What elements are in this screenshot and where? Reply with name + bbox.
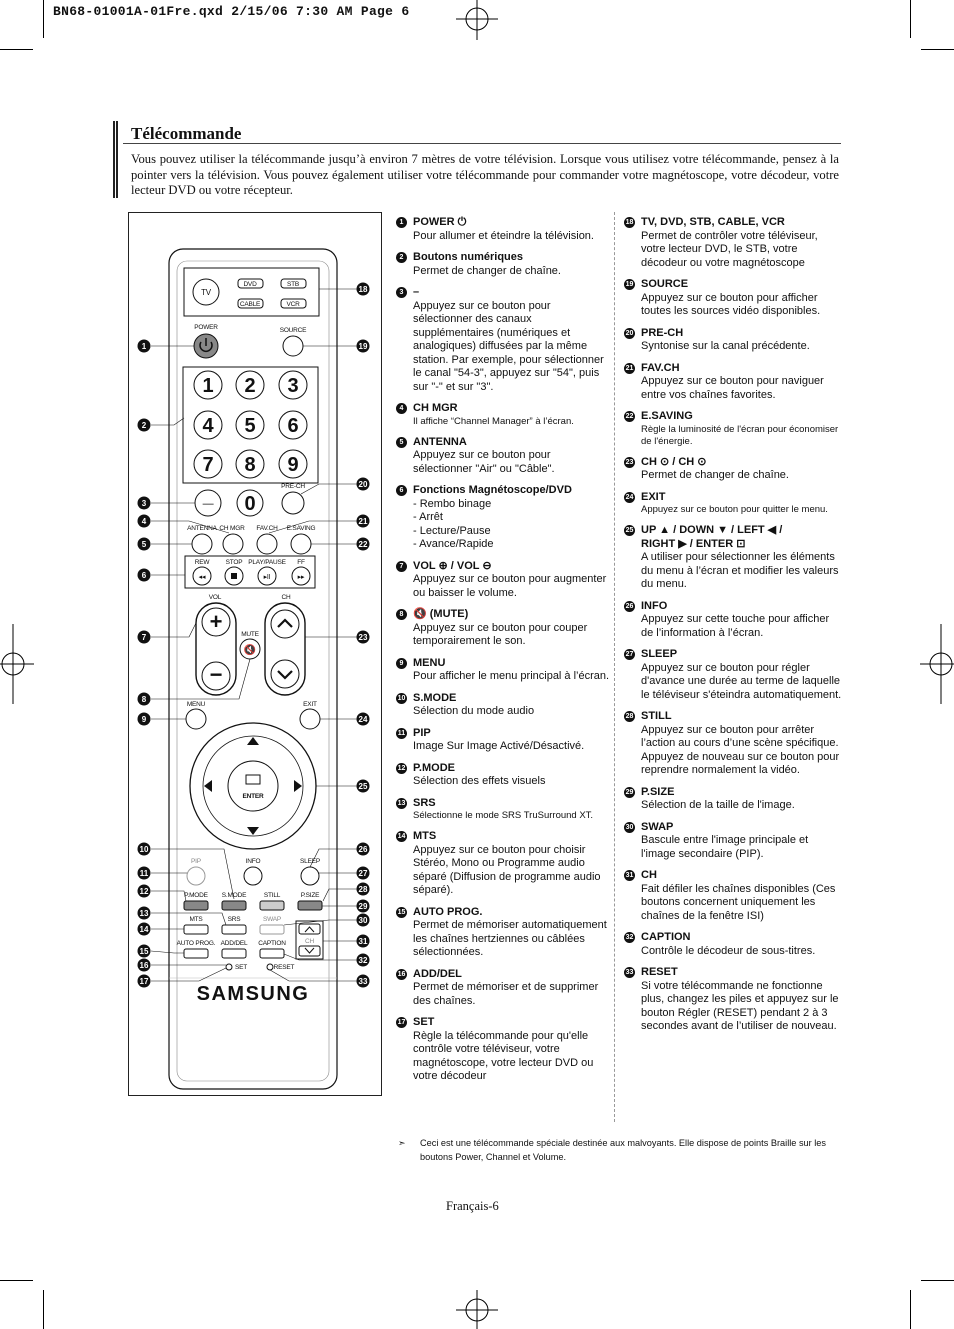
item-label: SWAP [641,820,674,833]
description-item [396,906,612,960]
item-label: SRS [413,796,436,809]
item-number-badge: 18 [625,219,634,226]
svg-text:1: 1 [141,342,147,351]
e-saving-label: E.SAVING [286,525,316,532]
svg-text:P.SIZE: P.SIZE [300,892,320,899]
file-info-header: BN68-01001A-01Fre.qxd 2/15/06 7:30 AM Page 6 [53,4,410,19]
item-number-badge: 17 [397,1019,406,1026]
item-label: CAPTION [641,931,691,943]
ch-mgr-label: CH MGR [219,525,245,532]
note-text: Ceci est une télécommande spéciale destinée aux malvoyants. Elle dispose de points Braille sur les boutons Power, Channel et Volume. [420,1138,826,1162]
svg-text:32: 32 [358,956,368,965]
svg-text:SLEEP: SLEEP [300,858,320,865]
item-description: A utiliser pour sélectionner les éléments du menu à l’écran et modifier les valeurs du menu. [641,551,839,590]
item-number-badge: 21 [625,364,634,372]
item-number-badge: 16 [397,970,406,978]
item-label: SET [413,1016,435,1028]
srs-button [222,925,246,934]
svg-text:8: 8 [244,454,256,476]
reset-button [267,964,273,970]
svg-text:SRS: SRS [227,916,241,923]
description-item [624,869,844,923]
svg-text:1: 1 [202,375,214,397]
remote-illustration [128,212,382,1096]
svg-text:PIP: PIP [191,858,201,865]
item-label: P.MODE [413,761,455,774]
description-item [396,1016,612,1084]
svg-text:▸▸: ▸▸ [297,574,305,581]
item-description: Permet de mémoriser automatiquement les chaînes hertziennes ou câblées sélectionnées. [413,919,607,958]
description-item [396,560,612,601]
item-number-badge: 24 [625,493,634,501]
description-item [396,968,612,1009]
item-description: Permet de changer de chaîne. [413,264,561,277]
svg-text:3: 3 [287,375,299,397]
swap-button [260,925,284,934]
item-description: Permet de contrôler votre téléviseur, votre lecteur DVD, le STB, votre décodeur ou votre magnétoscope [641,229,818,269]
description-item [396,657,612,684]
item-label: VOL ⊕ / VOL ⊖ [413,559,492,572]
svg-text:SET: SET [234,964,248,971]
svg-text:5: 5 [244,415,256,437]
item-label: – [413,286,420,298]
svg-text:11: 11 [139,869,149,878]
svg-text:MTS: MTS [189,916,203,923]
svg-text:5: 5 [141,540,147,549]
svg-text:▸II: ▸II [263,574,271,581]
item-description: Permet de mémoriser et de supprimer des chaînes. [413,981,599,1007]
svg-text:CH: CH [305,938,314,945]
description-item [624,821,844,862]
enter-button [228,761,278,811]
description-item [396,216,612,243]
item-description: Sélection du mode audio [413,705,535,717]
svg-text:26: 26 [358,845,368,854]
pip-button [187,867,205,885]
svg-text:RESET: RESET [273,964,295,971]
svg-text:FF: FF [297,559,305,566]
item-number-badge: 10 [397,694,406,702]
note-arrow-icon: ➣ [398,1138,406,1148]
source-button [283,336,303,356]
item-number-badge: 19 [625,281,634,288]
item-description: Syntonise sur la canal précédente. [641,340,810,352]
description-item [624,786,844,813]
item-number-badge: 32 [625,934,634,941]
svg-text:9: 9 [287,454,299,476]
p-mode-button [184,901,208,910]
svg-text:10: 10 [139,845,149,854]
svg-text:27: 27 [358,869,368,878]
description-item [624,278,844,319]
item-number-badge: 14 [397,833,406,840]
description-item [624,327,844,354]
svg-text:23: 23 [358,633,368,642]
item-number-badge: 12 [397,764,406,772]
svg-text:33: 33 [358,977,368,986]
digit-buttons [194,371,307,478]
item-number-badge: 30 [625,823,634,831]
description-item [396,727,612,754]
item-description: Appuyez sur ce bouton pour régler d'avance une durée au terme de laquelle le téléviseur s'éteindra automatiquement. [641,661,842,701]
item-number-badge: 2 [396,252,407,263]
item-description: Appuyez sur ce bouton pour couper temporairement le son. [413,621,588,647]
crop-mark [910,0,911,38]
svg-text:18: 18 [358,285,368,294]
exit-label: EXIT [303,701,317,708]
description-item [624,410,844,448]
svg-text:16: 16 [139,961,149,970]
svg-text:4: 4 [202,415,214,437]
svg-text:6: 6 [287,415,299,437]
item-description: Appuyez sur ce bouton pour choisir Stéréo, Mono ou Programme audio séparé (Diffusion de programme audio séparé). [413,843,601,896]
item-label: S.MODE [413,691,457,704]
item-label: PRE-CH [641,326,684,339]
tv-button-label: TV [201,288,211,297]
svg-text:31: 31 [358,937,368,946]
ch-mgr-button [223,534,243,554]
item-label: STILL [641,710,672,722]
item-number-badge: 29 [625,788,634,796]
title-accent-bar [113,121,119,198]
crop-mark [43,1290,44,1329]
item-number-badge: 27 [625,651,634,658]
item-label: EXIT [641,490,666,503]
svg-text:−: − [209,662,223,687]
item-description: Pour afficher le menu principal à l’écran. [413,670,610,682]
svg-text:+: + [209,609,223,634]
item-description: Règle la luminosité de l'écran pour économiser de l'énergie. [641,423,839,447]
item-number-badge: 9 [396,658,407,669]
column-divider [614,212,615,1122]
item-number-badge: 26 [625,602,634,610]
svg-text:REW: REW [194,559,210,566]
description-item [396,286,612,394]
button-descriptions-left [396,216,612,1092]
item-label: TV, DVD, STB, CABLE, VCR [641,216,785,228]
svg-text:P.MODE: P.MODE [184,892,208,899]
svg-text:29: 29 [358,902,368,911]
item-number-badge: 13 [397,799,406,807]
item-label: CH [641,869,657,881]
svg-text:14: 14 [139,925,149,934]
svg-text:28: 28 [358,885,368,894]
item-description: Appuyez sur ce bouton pour arrêter l’action au cours d’une scène spécifique. Appuyez de nouveau sur ce bouton pour reprendre normalement la vidéo. [641,723,840,776]
item-description: Appuyez sur cette touche pour afficher de l’information à l’écran. [641,613,830,639]
item-number-badge: 5 [396,437,407,448]
power-label: POWER [194,324,218,331]
item-label: INFO [641,599,668,612]
item-label: FAV.CH [641,361,680,374]
svg-text:STOP: STOP [225,559,243,566]
item-label: E.SAVING [641,410,693,422]
svg-text:AUTO PROG.: AUTO PROG. [176,940,216,947]
item-label: CH MGR [413,402,458,414]
svg-text:ENTER: ENTER [242,793,264,800]
description-item [396,484,612,552]
svg-text:19: 19 [358,342,368,351]
svg-text:◂◂: ◂◂ [198,574,206,581]
svg-text:24: 24 [358,715,368,724]
svg-text:21: 21 [358,517,368,526]
description-item [396,402,612,428]
item-number-badge: 31 [625,872,634,879]
antenna-button [192,534,212,554]
description-item [396,692,612,719]
page-number: Français-6 [446,1199,499,1213]
item-description: Fait défiler les chaînes disponibles (Ces boutons concernent uniquement les chaînes de la fenêtre ISI) [641,882,836,922]
vol-label: VOL [208,594,222,601]
item-label: ADD/DEL [413,967,462,980]
crop-mark [910,1290,911,1329]
e-saving-button [291,534,311,554]
item-number-badge: 22 [625,413,634,420]
item-number-badge: 28 [625,713,634,720]
stb-button-label: STB [286,281,300,288]
item-number-badge: 4 [396,403,407,414]
item-description: Appuyez sur ce bouton pour afficher toutes les sources vidéo disponibles. [641,291,821,317]
item-number-badge: 1 [396,217,407,228]
description-item [396,251,612,278]
svg-text:17: 17 [139,977,149,986]
section-intro: Vous pouvez utiliser la télécommande jusqu’à environ 7 mètres de votre télévision. Lorsque vous utilisez votre télécommande, pensez à la pointer vers la télévision. Vous pouvez également utiliser votre télécommande pour commander votre magnétoscope, votre décodeur, votre lecteur DVD ou votre récepteur. [131,152,839,197]
fav-ch-label: FAV.CH [256,525,278,532]
item-label: Fonctions Magnétoscope/DVD [413,484,572,496]
svg-text:3: 3 [141,499,147,508]
item-description: Si votre télécommande ne fonctionne plus, changez les piles et appuyez sur le bouton Régler (RESET) pendant 2 à 3 secondes avant de l’utiliser de nouveau. [641,979,839,1032]
caption-button [260,949,284,958]
still-button [260,901,284,910]
item-label: ANTENNA [413,435,467,448]
source-label: SOURCE [279,327,307,334]
registration-mark-icon [456,1290,498,1329]
item-number-badge: 25 [625,527,634,534]
description-item [396,608,612,649]
auto-prog-button [184,949,208,958]
svg-text:INFO: INFO [245,858,261,865]
item-description: Permet de changer de chaîne. [641,469,789,481]
cable-button-label: CABLE [239,301,261,308]
ch-label: CH [281,594,291,601]
item-label: SLEEP [641,648,678,660]
add-del-button [222,949,246,958]
set-button [226,964,232,970]
item-label: RESET [641,966,678,978]
svg-text:STILL: STILL [263,892,281,899]
crop-mark [921,49,954,50]
crop-mark [0,49,33,50]
svg-text:7: 7 [202,454,214,476]
description-item [624,216,844,270]
item-label: UP ▲ / DOWN ▼ / LEFT ◀ / RIGHT ▶ / ENTER ⊡ [641,524,783,550]
item-description: Sélectionne le mode SRS TruSurround XT. [413,810,594,821]
item-number-badge: 23 [625,458,634,466]
pre-ch-label: PRE-CH [281,483,305,490]
registration-mark-icon [456,0,498,42]
braille-note [398,1137,848,1164]
menu-button [186,709,206,729]
item-label: Boutons numériques [413,251,524,263]
item-number-badge: 33 [625,969,634,976]
svg-text:4: 4 [141,517,147,526]
description-item [624,600,844,641]
svg-text:🔇: 🔇 [243,645,257,656]
item-description: Pour allumer et éteindre la télévision. [413,229,594,242]
registration-mark-icon [0,624,34,704]
item-number-badge: 8 [396,609,407,620]
dvd-button-label: DVD [243,281,257,288]
menu-label: MENU [186,701,206,708]
item-label: POWER ⏻ [413,216,467,228]
svg-text:ADD/DEL: ADD/DEL [220,940,248,947]
exit-button [300,709,320,729]
item-description: Contrôle le décodeur de sous-titres. [641,944,816,957]
item-number-badge: 6 [396,485,407,496]
item-description: Appuyez sur ce bouton pour sélectionner des canaux supplémentaires (numériques et analogiques) diffusées par la même station. Par exemple, pour sélectionner le canal "54-3", appuyez sur "54", puis sur "-" et sur "3". [413,299,604,393]
description-item [624,524,844,592]
mts-button [184,925,208,934]
svg-text:2: 2 [244,375,256,397]
item-number-badge: 11 [397,729,406,737]
svg-text:7: 7 [141,633,147,642]
svg-text:12: 12 [139,887,149,896]
item-description: Règle la télécommande pour qu'elle contrôle votre téléviseur, votre magnétoscope, votre lecteur DVD ou votre décodeur [413,1029,594,1082]
item-label: AUTO PROG. [413,905,483,918]
crop-mark [43,0,44,38]
svg-text:13: 13 [139,909,149,918]
item-description: Bascule entre l'image principale et l'image secondaire (PIP). [641,834,809,860]
svg-text:SWAP: SWAP [262,916,282,923]
item-description: Image Sur Image Activé/Désactivé. [413,740,585,752]
description-item [396,762,612,789]
item-label: PIP [413,726,431,739]
pre-ch-button [282,492,304,514]
registration-mark-icon [920,624,954,704]
crop-mark [0,1280,33,1281]
item-description: - Rembo binage - Arrêt - Lecture/Pause - Avance/Rapide [413,497,494,550]
item-label: MTS [413,830,437,842]
item-description: Sélection des effets visuels [413,775,546,787]
item-number-badge: 20 [625,329,634,337]
fav-ch-button [257,534,277,554]
remote-control-drawing [129,213,381,1095]
svg-text:8: 8 [141,695,147,704]
svg-text:PLAY/PAUSE: PLAY/PAUSE [248,559,286,566]
description-item [624,931,844,958]
samsung-logo: SAMSUNG [196,983,310,1005]
item-description: Appuyez sur ce bouton pour quitter le menu. [641,504,828,515]
svg-text:0: 0 [244,493,256,515]
description-item [624,491,844,517]
item-description: Appuyez sur ce bouton pour naviguer entre vos chaînes favorites. [641,375,824,401]
item-label: 🔇 (MUTE) [413,608,469,620]
svg-text:20: 20 [358,480,368,489]
s-mode-button [222,901,246,910]
item-label: P.SIZE [641,785,675,798]
svg-text:2: 2 [141,421,147,430]
description-item [624,648,844,702]
svg-text:25: 25 [358,782,368,791]
sleep-button [301,867,319,885]
item-number-badge: 15 [397,908,406,916]
item-label: SOURCE [641,278,689,290]
p-size-button [298,901,322,910]
item-description: Appuyez sur ce bouton pour sélectionner "Air" ou "Câble". [413,449,555,475]
svg-text:CAPTION: CAPTION [258,940,286,947]
svg-text:6: 6 [141,571,147,580]
svg-text:22: 22 [358,540,368,549]
description-item [624,362,844,403]
item-description: Il affiche “Channel Manager” à l’écran. [413,415,574,427]
button-descriptions-right [624,216,844,1042]
item-description: Sélection de la taille de l'image. [641,799,795,811]
svg-text:—: — [202,498,214,510]
section-title: Télécommande [131,124,242,143]
item-label: MENU [413,656,446,669]
item-number-badge: 3 [396,287,407,298]
description-item [396,797,612,823]
vcr-button-label: VCR [286,301,300,308]
svg-text:S.MODE: S.MODE [221,892,247,899]
description-item [396,830,612,898]
description-item [624,710,844,778]
mute-label: MUTE [241,631,259,638]
description-item [624,966,844,1034]
item-number-badge: 7 [396,561,407,572]
item-label: CH ⊙ / CH ⊙ [641,455,707,468]
svg-text:30: 30 [358,916,368,925]
svg-text:9: 9 [141,715,147,724]
description-item [396,436,612,477]
item-description: Appuyez sur ce bouton pour augmenter ou baisser le volume. [413,573,607,599]
crop-mark [921,1280,954,1281]
description-item [624,456,844,483]
antenna-label: ANTENNA [187,525,217,532]
info-button [244,867,262,885]
svg-text:15: 15 [139,947,149,956]
